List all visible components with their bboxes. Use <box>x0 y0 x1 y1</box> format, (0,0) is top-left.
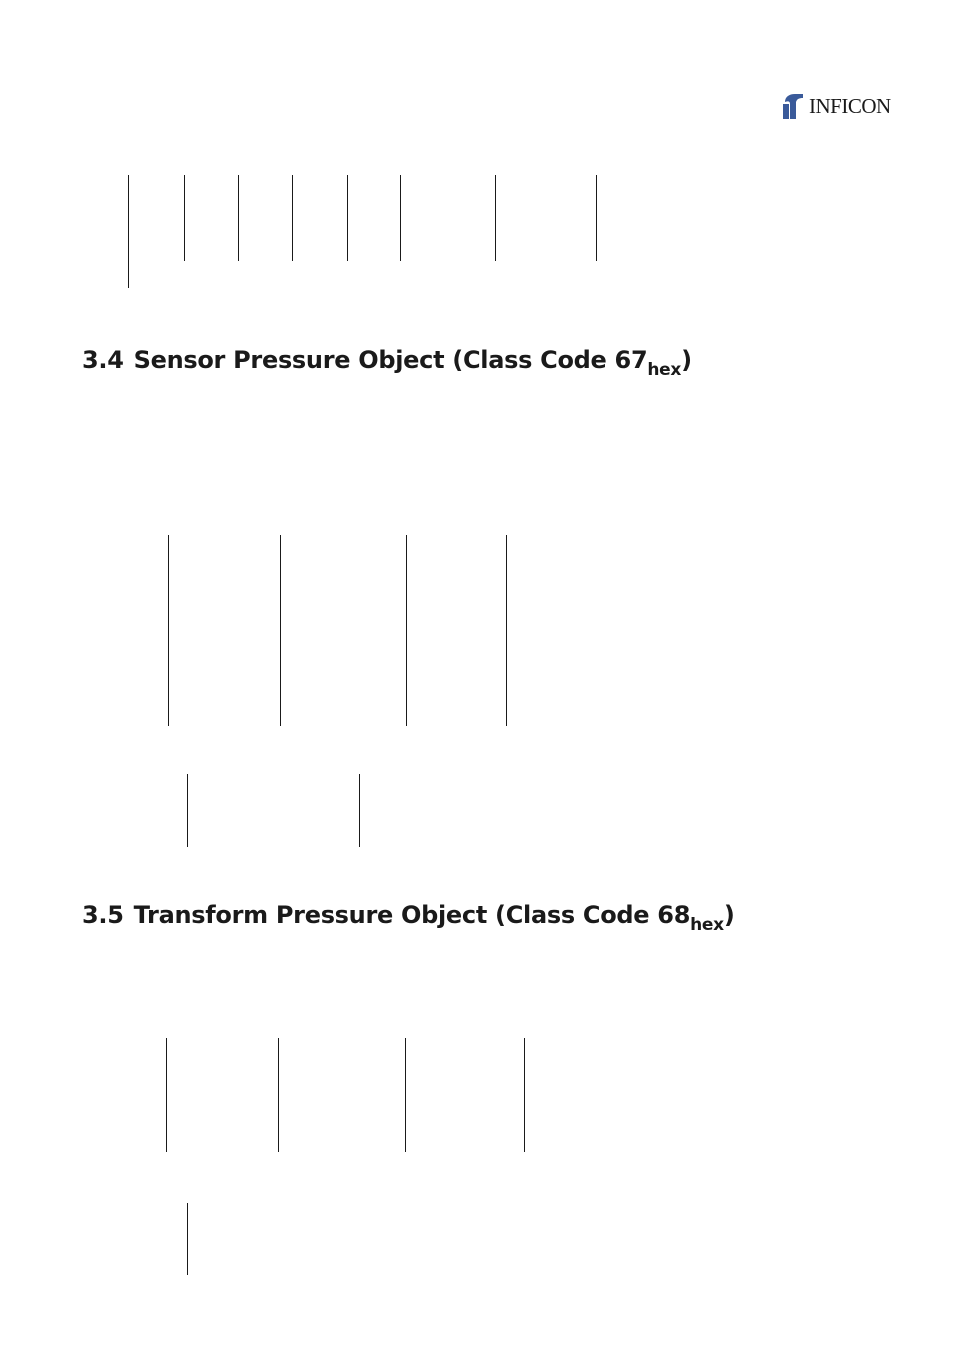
table-rule <box>168 535 169 726</box>
inficon-logo <box>781 92 911 120</box>
section-subscript: hex <box>647 360 682 380</box>
table-rule <box>187 1203 188 1275</box>
section-title: Transform Pressure Object (Class Code 68 <box>133 901 691 929</box>
table-rule <box>359 774 360 847</box>
section-number: 3.4 <box>82 346 124 374</box>
section-suffix: ) <box>681 346 692 374</box>
table-rule <box>596 175 597 261</box>
table-rule <box>400 175 401 261</box>
logo-wordmark: INFICON <box>809 94 891 118</box>
table-rule <box>347 175 348 261</box>
section-heading-3-4 <box>82 346 692 380</box>
table-rule <box>184 175 185 261</box>
section-heading-3-5 <box>82 901 735 935</box>
table-rule <box>405 1038 406 1152</box>
table-rule <box>278 1038 279 1152</box>
section-suffix: ) <box>723 901 735 929</box>
inficon-logo-icon <box>781 92 807 120</box>
table-rule <box>128 175 129 288</box>
table-rule <box>238 175 239 261</box>
table-rule <box>524 1038 525 1152</box>
table-rule <box>292 175 293 261</box>
section-title: Sensor Pressure Object (Class Code 67 <box>133 346 648 374</box>
section-subscript: hex <box>690 915 724 935</box>
table-rule <box>187 774 188 847</box>
table-rule <box>280 535 281 726</box>
section-number: 3.5 <box>82 901 124 929</box>
table-rule <box>166 1038 167 1152</box>
table-rule <box>406 535 407 726</box>
table-rule <box>495 175 496 261</box>
table-rule <box>506 535 507 726</box>
